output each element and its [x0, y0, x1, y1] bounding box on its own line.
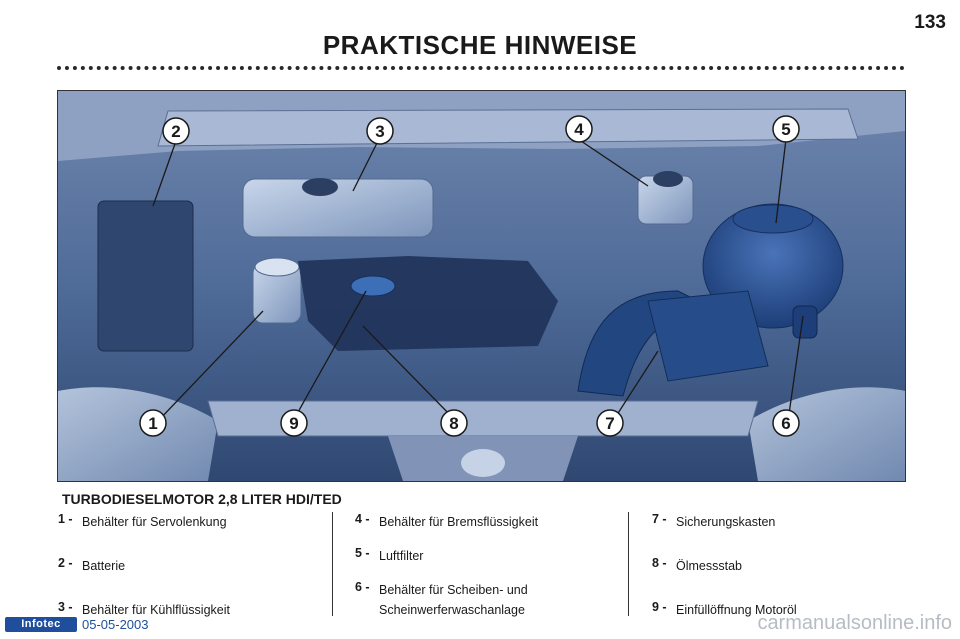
legend-number: 3 - [58, 600, 73, 614]
legend-text: Batterie [82, 559, 126, 573]
footer-date: 05-05-2003 [82, 617, 149, 632]
svg-text:2: 2 [171, 122, 181, 141]
callout-8 [441, 410, 467, 436]
legend-number: 8 - [652, 556, 667, 570]
legend-item [58, 512, 227, 532]
section-heading: TURBODIESELMOTOR 2,8 LITER HDI/TED [62, 491, 342, 507]
legend-item [652, 556, 742, 576]
legend-text: Scheinwerferwaschanlage [379, 603, 525, 617]
legend-number: 1 - [58, 512, 73, 526]
column-divider [332, 512, 333, 616]
power-steering-cap [255, 258, 299, 276]
legend-number: 5 - [355, 546, 370, 560]
svg-text:3: 3 [375, 122, 385, 141]
infotec-logo: Infotec [5, 617, 77, 632]
brand-emblem [461, 449, 505, 477]
callout-6 [773, 410, 799, 436]
callout-9 [281, 410, 307, 436]
engine-bay-illustration [58, 91, 905, 481]
callout-5 [773, 116, 799, 142]
legend-text: Behälter für Scheiben- und [379, 583, 528, 597]
title-divider [57, 66, 905, 70]
legend-number: 4 - [355, 512, 370, 526]
watermark: carmanualsonline.info [757, 612, 952, 634]
legend-text: Luftfilter [379, 549, 424, 563]
legend-text: Behälter für Kühlflüssigkeit [82, 603, 230, 617]
legend-item [58, 556, 125, 576]
coolant-reservoir [243, 179, 433, 237]
column-divider [628, 512, 629, 616]
engine-bay-photo [57, 90, 906, 482]
coolant-cap [302, 178, 338, 196]
legend-item [652, 512, 775, 532]
battery [98, 201, 193, 351]
air-filter-cap [733, 205, 813, 233]
oil-filler-cap [351, 276, 395, 296]
legend-number: 2 - [58, 556, 73, 570]
legend-item [355, 580, 528, 620]
page-title: PRAKTISCHE HINWEISE [322, 30, 638, 60]
legend-number: 9 - [652, 600, 667, 614]
callout-1 [140, 410, 166, 436]
svg-text:1: 1 [148, 414, 158, 433]
legend-text: Einfüllöffnung Motoröl [676, 603, 797, 617]
svg-text:8: 8 [449, 414, 459, 433]
callout-3 [367, 118, 393, 144]
legend-text: Ölmessstab [676, 559, 742, 573]
callout-7 [597, 410, 623, 436]
washer-reservoir-cap [793, 306, 817, 338]
legend-number: 6 - [355, 580, 370, 594]
legend-item [355, 512, 538, 532]
legend-text: Behälter für Servolenkung [82, 515, 227, 529]
svg-text:5: 5 [781, 120, 791, 139]
svg-text:6: 6 [781, 414, 791, 433]
callout-2 [163, 118, 189, 144]
brake-fluid-cap [653, 171, 683, 187]
svg-text:9: 9 [289, 414, 299, 433]
windshield-cowl [158, 109, 858, 146]
svg-text:4: 4 [574, 120, 584, 139]
callout-4 [566, 116, 592, 142]
page-number: 133 [914, 12, 946, 33]
legend-text: Sicherungskasten [676, 515, 776, 529]
legend-number: 7 - [652, 512, 667, 526]
engine-block [298, 256, 558, 351]
fuse-box [648, 291, 768, 381]
legend-text: Behälter für Bremsflüssigkeit [379, 515, 539, 529]
svg-text:7: 7 [605, 414, 615, 433]
legend-item [355, 546, 423, 566]
